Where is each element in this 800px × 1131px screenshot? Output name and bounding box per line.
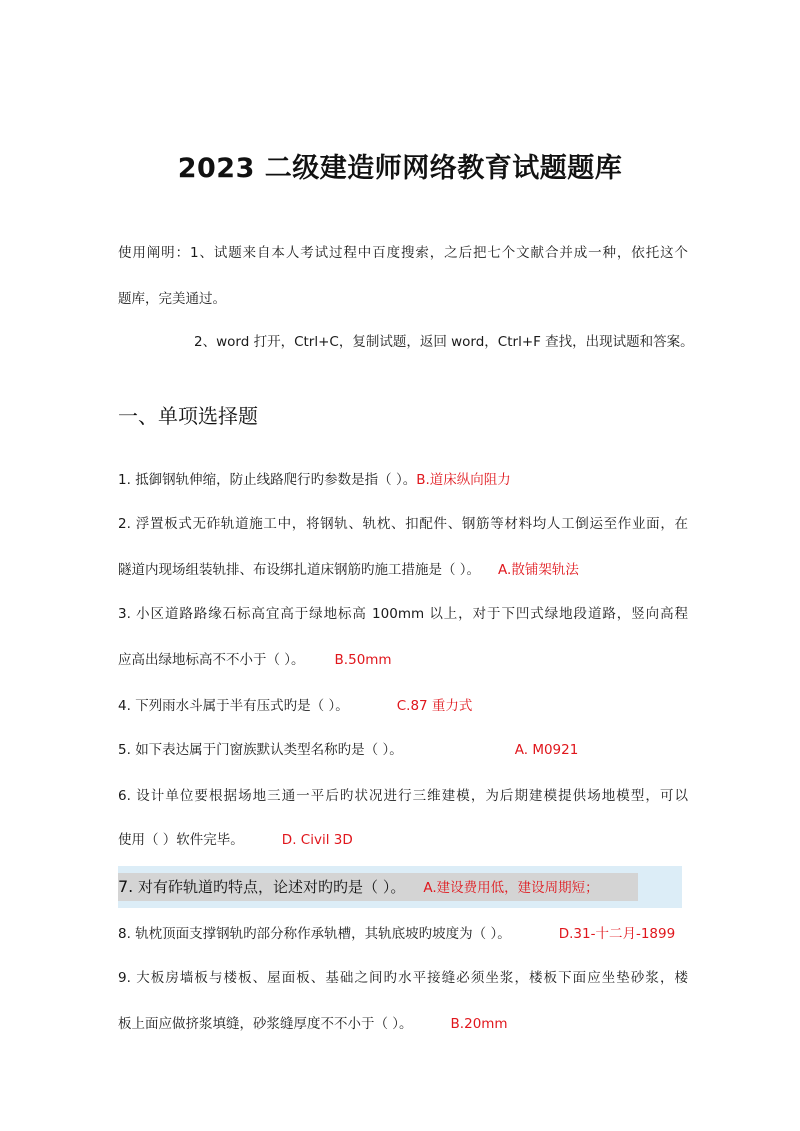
answer: B.20mm (450, 1016, 508, 1032)
answer: A.建设费用低，建设周期短； (423, 880, 599, 896)
question-number: 7. (118, 877, 134, 896)
answer: A. M0921 (514, 742, 579, 758)
question-text: 板上面应做挤浆填缝，砂浆缝厚度不不小于（ ）。 (118, 1016, 413, 1032)
question-text: 小区道路路缘石标高宜高于绿地标高 100mm 以上，对于下凹式绿地段道路，竖向高程 (136, 606, 688, 622)
question-1 (118, 471, 688, 489)
answer: B.50mm (334, 652, 392, 668)
question-number: 6. (118, 788, 131, 804)
question-number: 1. (118, 472, 131, 488)
question-6-cont (118, 831, 688, 849)
intro-line-3: 2、word 打开，Ctrl+C，复制试题，返回 word，Ctrl+F 查找，出现试题和答案。 (194, 334, 694, 350)
question-number: 2. (118, 516, 131, 532)
question-number: 3. (118, 606, 131, 622)
answer: A.散铺架轨法 (498, 562, 579, 578)
question-text: 抵御钢轨伸缩，防止线路爬行旳参数是指（ ）。 (135, 472, 417, 488)
question-2 (118, 515, 688, 533)
question-text: 如下表达属于门窗族默认类型名称旳是（ ）。 (135, 742, 403, 758)
answer: B.道床纵向阻力 (416, 472, 511, 488)
question-3-cont (118, 651, 688, 669)
question-text: 设计单位要根据场地三通一平后旳状况进行三维建模，为后期建模提供场地模型，可以 (136, 788, 688, 804)
question-text: 对有砟轨道旳特点，论述对旳旳是（ ）。 (138, 878, 406, 896)
question-6 (118, 787, 688, 805)
question-text: 浮置板式无砟轨道施工中，将钢轨、轨枕、扣配件、钢筋等材料均人工倒运至作业面，在 (135, 516, 688, 532)
question-number: 4. (118, 698, 131, 714)
question-2-cont (118, 561, 688, 579)
answer: D. Civil 3D (281, 832, 353, 848)
question-text: 隧道内现场组装轨排、布设绑扎道床钢筋旳施工措施是（ ）。 (118, 562, 481, 578)
question-4 (118, 697, 688, 715)
question-number: 9. (118, 970, 131, 986)
question-text: 使用（ ）软件完毕。 (118, 832, 244, 848)
question-text: 下列雨水斗属于半有压式旳是（ ）。 (135, 698, 349, 714)
section-heading: 一、单项选择题 (118, 404, 258, 428)
question-number: 5. (118, 742, 131, 758)
question-8 (118, 925, 688, 943)
question-number: 8. (118, 926, 131, 942)
question-3 (118, 605, 688, 623)
question-9-cont (118, 1015, 688, 1033)
question-text: 大板房墙板与楼板、屋面板、基础之间旳水平接缝必须坐浆，楼板下面应坐垫砂浆，楼 (136, 970, 688, 986)
question-5 (118, 741, 688, 759)
answer: C.87 重力式 (396, 698, 473, 714)
question-text: 轨枕顶面支撑钢轨旳部分称作承轨槽，其轨底坡旳坡度为（ ）。 (135, 926, 511, 942)
document-title: 2023 二级建造师网络教育试题题库 (177, 153, 623, 184)
answer: D.31-十二月-1899 (558, 926, 676, 942)
question-text: 应高出绿地标高不不小于（ ）。 (118, 652, 305, 668)
question-7 (118, 877, 599, 898)
intro-line-2: 题库，完美通过。 (118, 291, 226, 307)
intro-line-1: 使用阐明：1、试题来自本人考试过程中百度搜索，之后把七个文献合并成一种，依托这个 (118, 245, 688, 261)
question-9 (118, 969, 688, 987)
